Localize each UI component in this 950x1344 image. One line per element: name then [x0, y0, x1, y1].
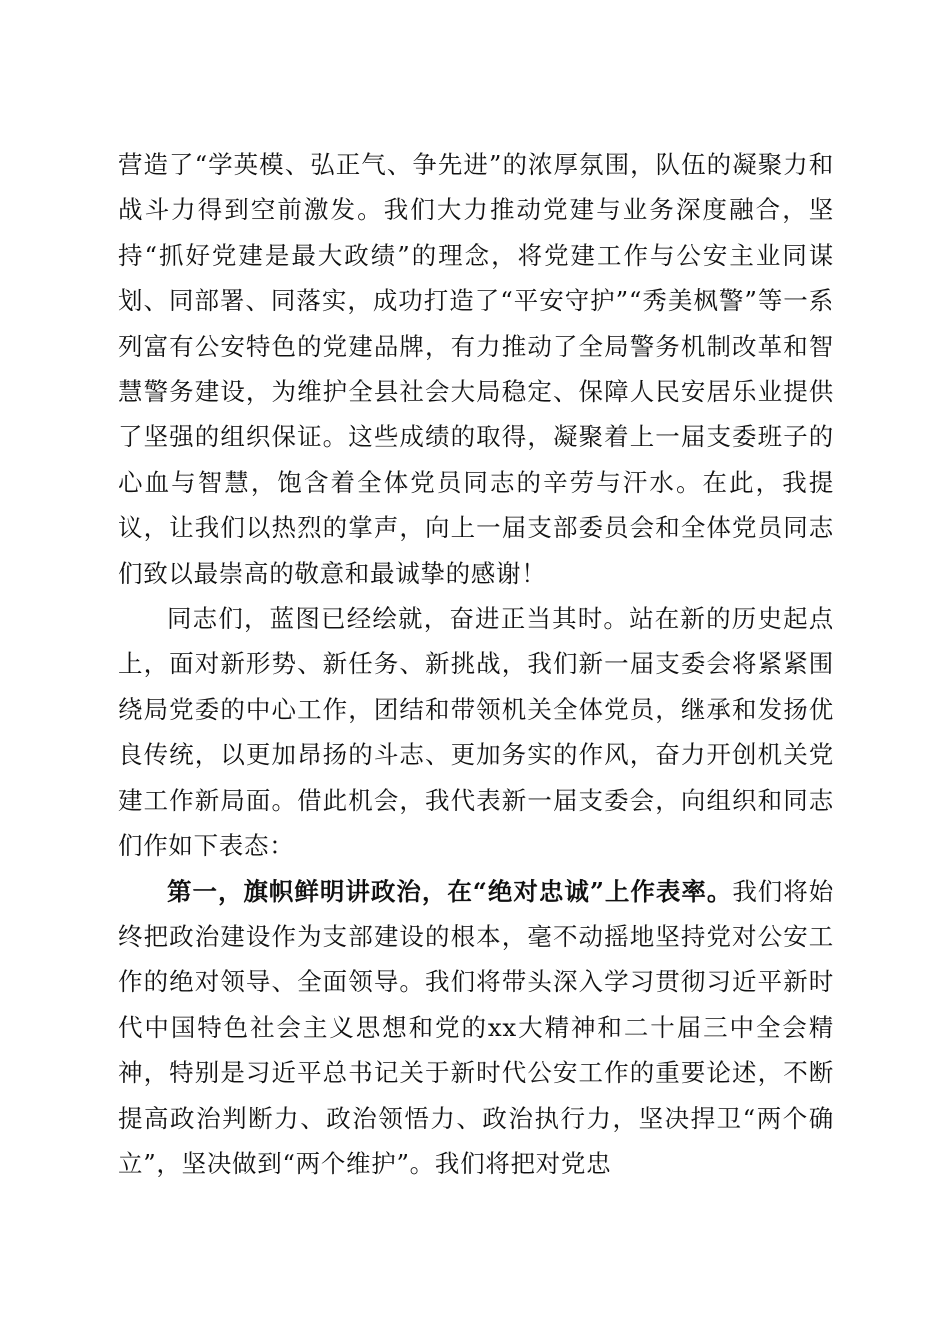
paragraph-continuation: 营造了“学英模、弘正气、争先进”的浓厚氛围，队伍的凝聚力和战斗力得到空前激发。我们大力推动党建与业务深度融合，坚持“抓好党建是最大政绩”的理念，将党建工作与公安主业同谋划、同部署、同落实，成功打造了“平安守护”“秀美枫警”等一系列富有公安特色的党建品牌，有力推动了全局警务机制改革和智慧警务建设，为维护全县社会大局稳定、保障人民安居乐业提供了坚强的组织保证。这些成绩的取得，凝聚着上一届支委班子的心血与智慧，饱含着全体党员同志的辛劳与汗水。在此，我提议，让我们以热烈的掌声，向上一届支部委员会和全体党员同志们致以最崇高的敬意和最诚挚的感谢！: [118, 150, 834, 588]
document-body: [118, 142, 834, 1186]
paragraph-blueprint: 同志们，蓝图已经绘就，奋进正当其时。站在新的历史起点上，面对新形势、新任务、新挑战，我们新一届支委会将紧紧围绕局党委的中心工作，团结和带领机关全体党员，继承和发扬优良传统，以更加昂扬的斗志、更加务实的作风，奋力开创机关党建工作新局面。借此机会，我代表新一届支委会，向组织和同志们作如下表态：: [118, 604, 834, 861]
pledge-body: 我们将始终把政治建设作为支部建设的根本，毫不动摇地坚持党对公安工作的绝对领导、全面领导。我们将带头深入学习贯彻习近平新时代中国特色社会主义思想和党的xx大精神和二十届三中全会精神，特别是习近平总书记关于新时代公安工作的重要论述，不断提高政治判断力、政治领悟力、政治执行力，坚决捍卫“两个确立”，坚决做到“两个维护”。我们将把对党忠: [118, 876, 834, 1178]
pledge-heading: 第一，旗帜鲜明讲政治，在“绝对忠诚”上作表率。: [167, 876, 733, 906]
paragraph-pledge-first: [118, 869, 834, 1187]
